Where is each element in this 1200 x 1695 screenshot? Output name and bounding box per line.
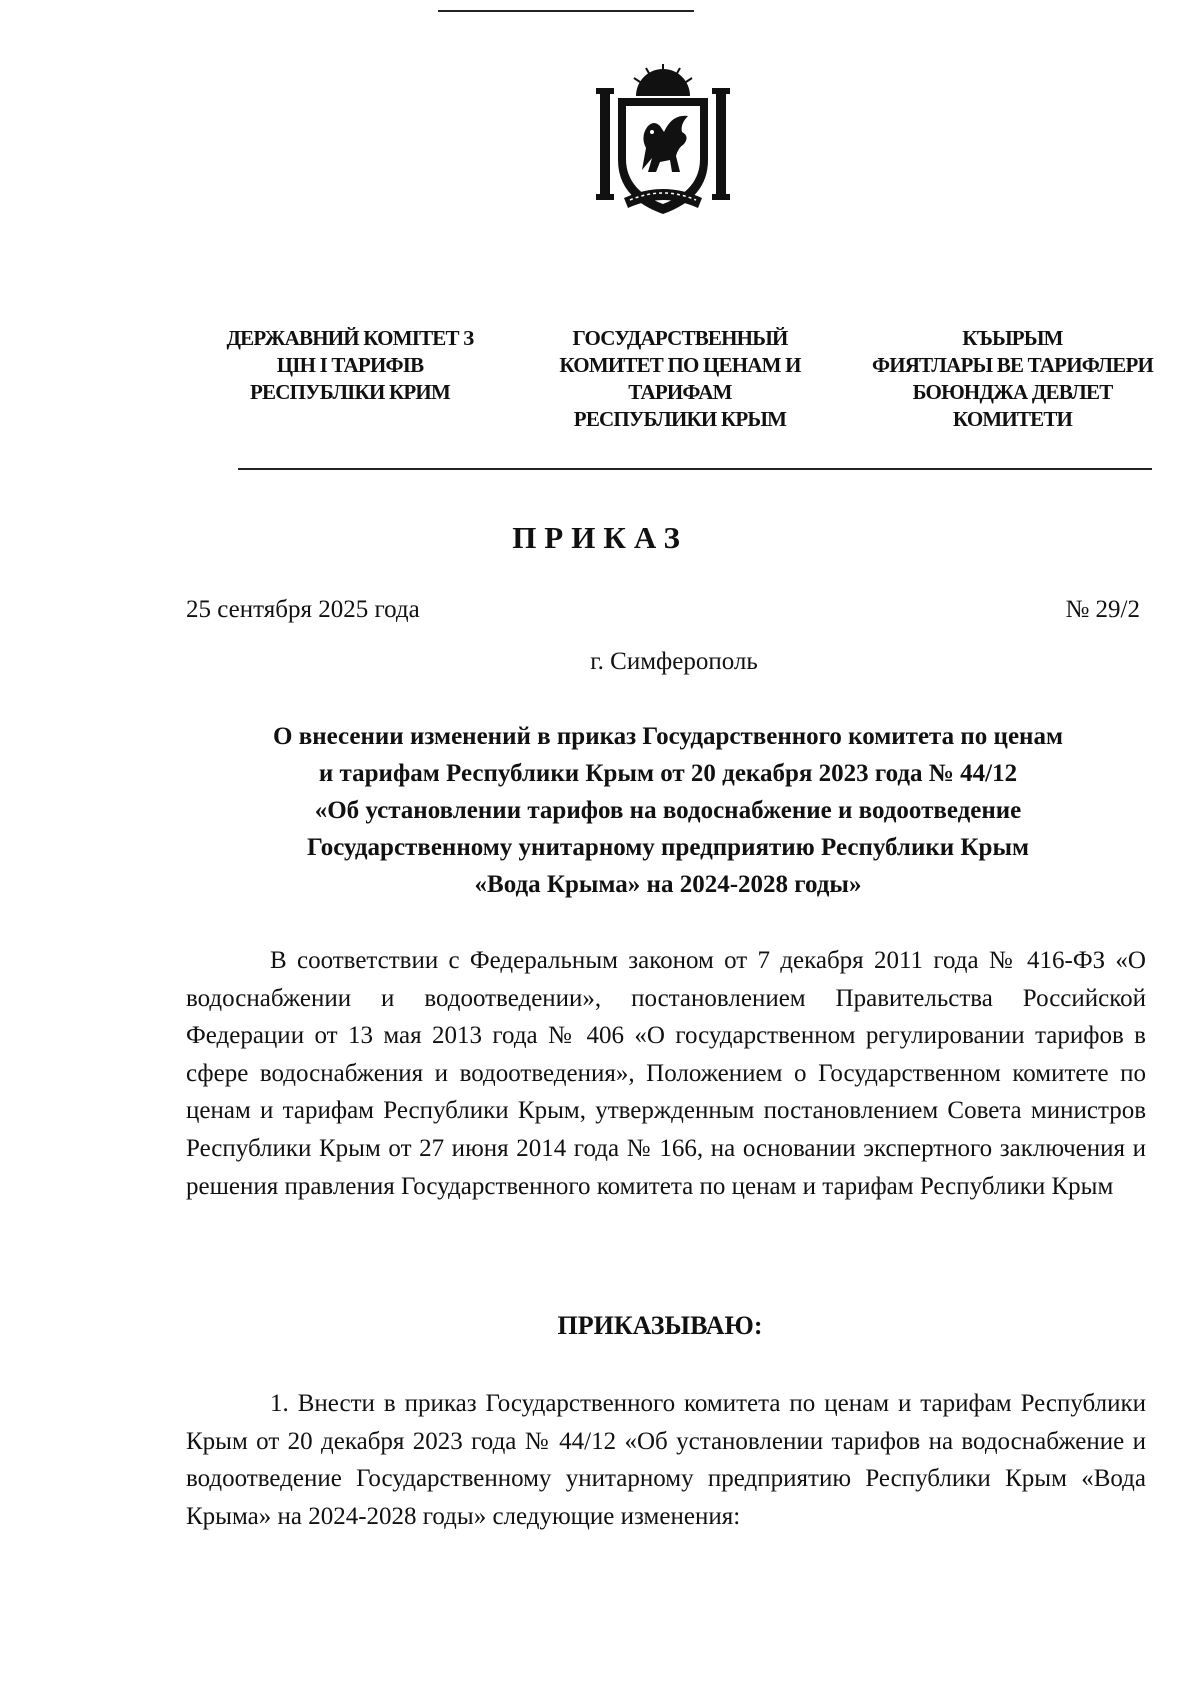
document-title: ПРИКАЗ xyxy=(512,520,688,555)
org-name-crimean-tatar: КЪЫРЫМ ФИЯТЛАРЫ ВЕ ТАРИФЛЕРИ БОЮНДЖА ДЕВЛЕТ КОМИТЕТИ xyxy=(871,326,1154,431)
preamble-text: В соответствии с Федеральным законом от 7 декабря 2011 года № 416-ФЗ «О водоснабжении и водоотведении», постановлением Правительства Российской Федерации от 13 мая 2013 года № 406 «О государственном регулировании тарифов в сфере водоснабжения и водоотведения», Положением о Государственном комитете по ценам и тарифам Республики Крым, утвержденным постановлением Совета министров Республики Крым от 27 июня 2014 года № 166, на основании экспертного заключения и решения правления Государственного комитета по ценам и тарифам Республики Крым xyxy=(186,947,1146,1200)
document-date: 25 сентября 2025 года xyxy=(186,596,420,623)
document-subject: О внесении изменений в приказ Государственного комитета по ценам и тарифам Республики Крым от 20 декабря 2023 года № 44/12 «Об установлении тарифов на водоснабжение и водоотведение Государственному унитарному предприятию Республики Крым «Вода Крыма» на 2024-2028 годы» xyxy=(273,723,1063,898)
crimea-coat-of-arms-icon xyxy=(594,62,732,222)
org-name-ukrainian: ДЕРЖАВНИЙ КОМІТЕТ З ЦІН І ТАРИФІВ РЕСПУБЛІКИ КРИМ xyxy=(226,326,474,404)
header-divider xyxy=(238,468,1152,470)
org-name-russian: ГОСУДАРСТВЕННЫЙ КОМИТЕТ ПО ЦЕНАМ И ТАРИФАМ РЕСПУБЛИКИ КРЫМ xyxy=(559,326,801,431)
order-word: ПРИКАЗЫВАЮ: xyxy=(557,1311,763,1340)
document-city: г. Симферополь xyxy=(590,648,758,675)
top-rule xyxy=(438,10,694,12)
document-number: № 29/2 xyxy=(1065,596,1140,623)
preamble-paragraph xyxy=(186,942,1146,1205)
point-1-text: 1. Внести в приказ Государственного комитета по ценам и тарифам Республики Крым от 20 декабря 2023 года № 44/12 «Об установлении тарифов на водоснабжение и водоотведение Государственному унитарному предприятию Республики Крым «Вода Крыма» на 2024-2028 годы» следующие изменения: xyxy=(186,1390,1146,1530)
point-1-paragraph xyxy=(186,1385,1146,1535)
